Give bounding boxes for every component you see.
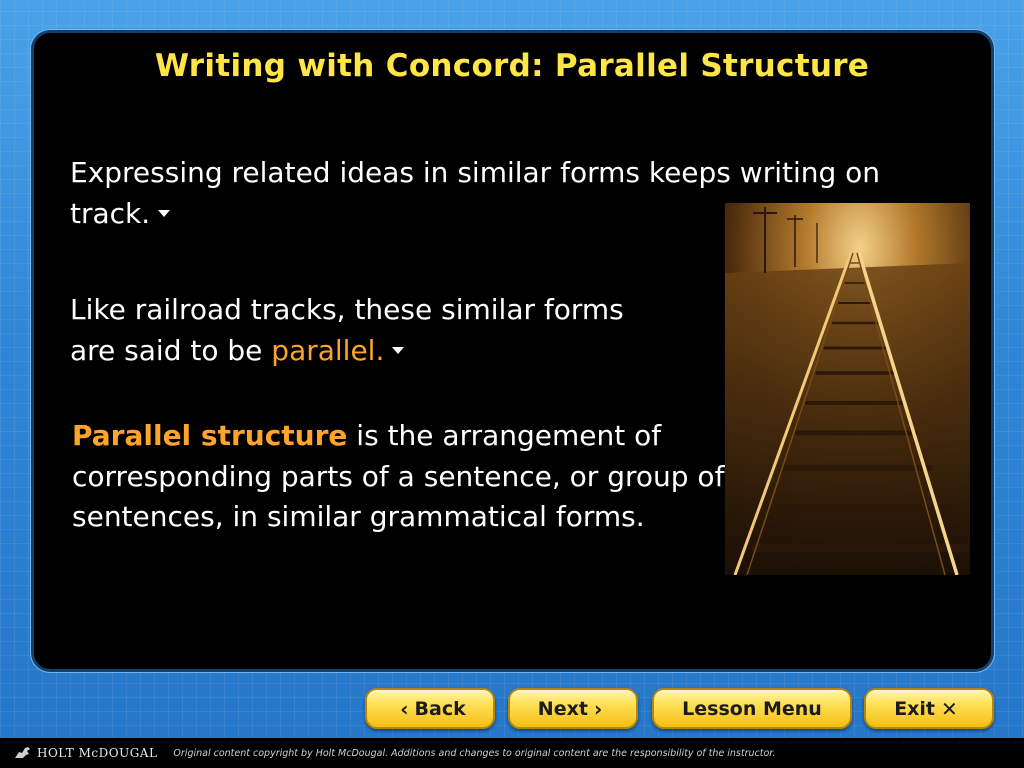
dropdown-arrow-icon[interactable] bbox=[392, 347, 404, 354]
close-icon: ✕ bbox=[941, 696, 958, 721]
paragraph-1-text: Expressing related ideas in similar forms keeps writing on track. bbox=[70, 156, 881, 230]
parallel-highlight: parallel. bbox=[271, 334, 385, 367]
slide-title: Writing with Concord: Parallel Structure bbox=[154, 48, 870, 84]
copyright-text: Original content copyright by Holt McDougal. Additions and changes to original content are the responsibility of the instructor. bbox=[173, 747, 776, 759]
holt-mcdougal-logo bbox=[14, 746, 157, 760]
exit-button[interactable] bbox=[864, 688, 994, 729]
paragraph-2-text: Like railroad tracks, these similar forms are said to be bbox=[70, 293, 624, 367]
railroad-tracks-icon bbox=[725, 203, 970, 575]
chevron-left-icon: ‹ bbox=[400, 696, 409, 721]
horse-logo-icon bbox=[14, 746, 32, 760]
paragraph-railroad bbox=[70, 289, 670, 371]
chevron-right-icon: › bbox=[593, 696, 603, 721]
back-button[interactable] bbox=[365, 688, 495, 729]
definition-text: is the arrangement of corresponding parts of a sentence, or group of sentences, in similar grammatical forms. bbox=[72, 419, 725, 533]
parallel-structure-term: Parallel structure bbox=[72, 419, 348, 452]
railroad-tracks-photo bbox=[725, 203, 970, 575]
dropdown-arrow-icon[interactable] bbox=[158, 210, 170, 217]
brand-text: HOLT McDOUGAL bbox=[37, 746, 158, 760]
paragraph-definition bbox=[72, 416, 732, 538]
back-label: Back bbox=[414, 697, 466, 720]
lesson-menu-button[interactable] bbox=[652, 688, 852, 729]
next-button[interactable] bbox=[508, 688, 638, 729]
lesson-menu-label: Lesson Menu bbox=[682, 697, 822, 720]
navigation-bar bbox=[0, 688, 1024, 728]
footer-bar bbox=[0, 738, 1024, 768]
exit-label: Exit bbox=[894, 697, 936, 720]
next-label: Next bbox=[537, 697, 588, 720]
